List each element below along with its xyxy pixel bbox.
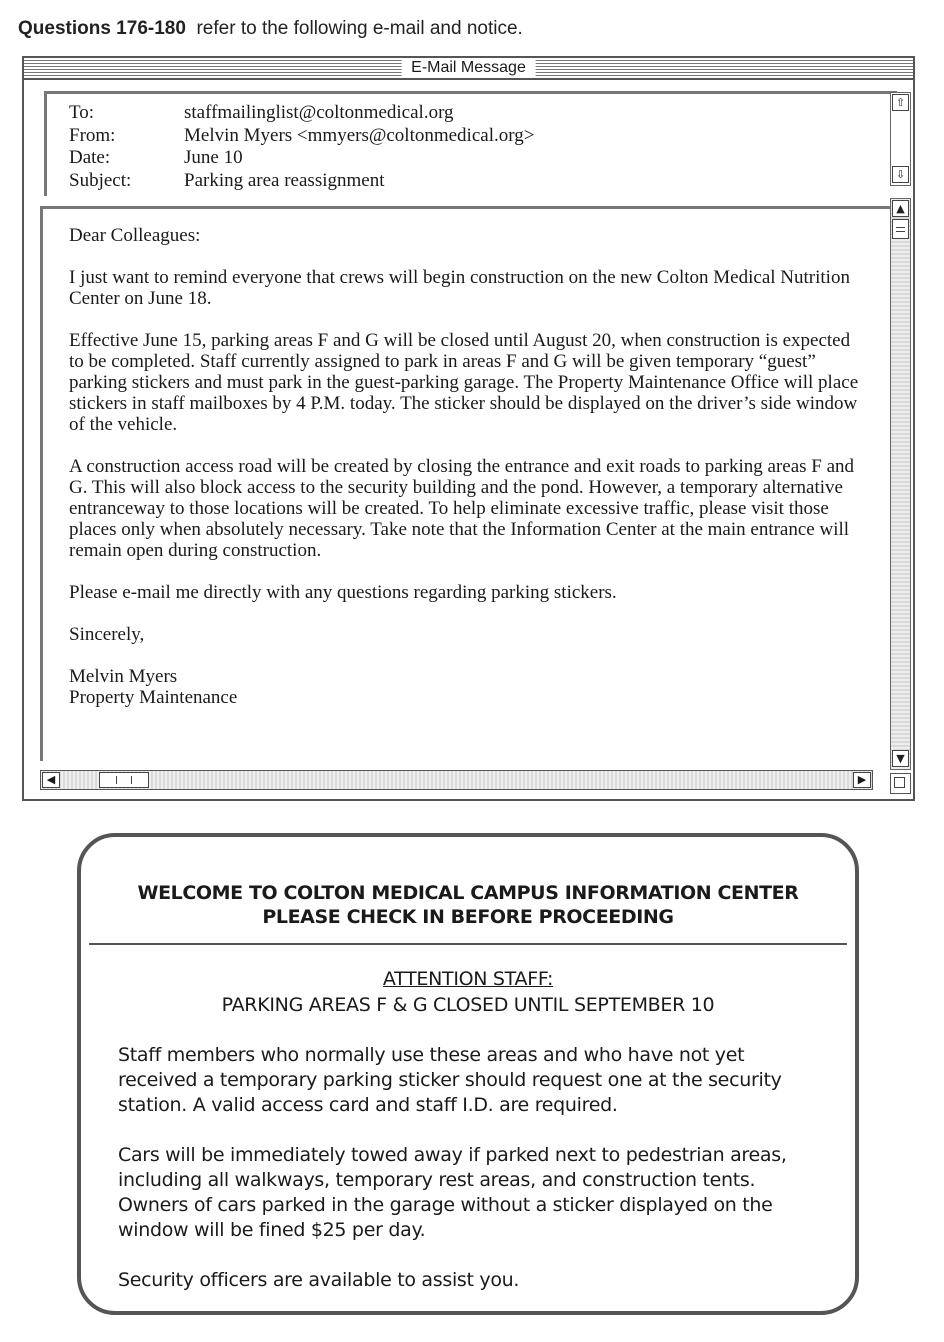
notice-attention-block — [81, 966, 855, 1018]
scroll-up-arrow-icon[interactable]: ▲ — [892, 200, 909, 217]
scroll-down-arrow-icon[interactable]: ⇩ — [892, 166, 909, 183]
email-greeting: Dear Colleagues: — [69, 225, 201, 246]
to-label: To: — [69, 102, 95, 123]
date-label: Date: — [69, 147, 111, 168]
from-value: Melvin Myers <mmyers@coltonmedical.org> — [184, 124, 535, 146]
email-date-row — [69, 147, 534, 170]
email-body — [69, 225, 859, 708]
body-scrollbar[interactable] — [890, 198, 911, 770]
notice-divider — [89, 943, 847, 945]
resize-grip-icon[interactable] — [890, 773, 911, 794]
notice-paragraph: Security officers are available to assist you. — [118, 1269, 520, 1291]
email-header-pane — [44, 91, 897, 196]
attention-label: ATTENTION STAFF: — [382, 968, 554, 990]
horizontal-scrollbar[interactable] — [40, 770, 873, 790]
email-header-fields — [69, 102, 534, 192]
notice-heading — [81, 881, 855, 929]
to-value: staffmailinglist@coltonmedical.org — [184, 102, 454, 123]
scroll-left-arrow-icon[interactable]: ◀ — [42, 772, 60, 788]
email-body-pane — [40, 206, 891, 761]
email-paragraph: Effective June 15, parking areas F and G will be closed until August 20, when construction is expected to be completed. Staff currently assigned to park in areas F and G will be given temporary “guest” parking stickers and must park in the guest-parking garage. The Property Maintenance Office will place stickers in staff mailboxes by 4 P.M. today. The sticker should be displayed on the driver’s side window of the vehicle. — [69, 330, 859, 435]
horizontal-scroll-thumb[interactable] — [99, 772, 149, 788]
email-paragraph: Please e-mail me directly with any questions regarding parking stickers. — [69, 582, 617, 603]
scroll-thumb[interactable] — [892, 219, 909, 239]
email-from-row — [69, 125, 534, 148]
scroll-down-arrow-icon[interactable]: ▼ — [892, 750, 909, 767]
email-subject-row — [69, 170, 534, 193]
date-value: June 10 — [184, 147, 243, 168]
email-paragraph: I just want to remind everyone that crews will begin construction on the new Colton Medical Nutrition Center on June 18. — [69, 267, 850, 309]
notice-paragraph: Cars will be immediately towed away if parked next to pedestrian areas, including all walkways, temporary rest areas, and construction tents. Owners of cars parked in the garage without a sticker displayed on the window will be fined $25 per day. — [118, 1144, 787, 1241]
information-center-notice — [77, 833, 859, 1315]
notice-heading-line2: PLEASE CHECK IN BEFORE PROCEEDING — [262, 906, 674, 928]
header-scrollbar[interactable] — [890, 92, 911, 186]
signature-title: Property Maintenance — [69, 687, 238, 708]
scroll-right-arrow-icon[interactable]: ▶ — [853, 772, 871, 788]
subject-value: Parking area reassignment — [184, 169, 385, 191]
window-title: E-Mail Message — [401, 59, 536, 77]
from-label: From: — [69, 124, 116, 146]
notice-paragraph: Staff members who normally use these areas and who have not yet received a temporary parking sticker should request one at the security station. A valid access card and staff I.D. are required. — [118, 1044, 782, 1116]
email-closing: Sincerely, — [69, 624, 145, 645]
closure-line: PARKING AREAS F & G CLOSED UNTIL SEPTEMBER 10 — [221, 994, 715, 1016]
subject-label: Subject: — [69, 169, 132, 191]
signature-name: Melvin Myers — [69, 666, 178, 687]
scroll-up-arrow-icon[interactable]: ⇧ — [892, 94, 909, 111]
notice-heading-line1: WELCOME TO COLTON MEDICAL CAMPUS INFORMATION CENTER — [137, 882, 799, 904]
window-titlebar[interactable] — [24, 58, 913, 80]
email-signature — [69, 666, 859, 708]
question-instruction: refer to the following e-mail and notice. — [196, 18, 523, 39]
notice-body — [118, 1043, 818, 1318]
email-to-row — [69, 102, 534, 125]
email-window — [22, 56, 915, 801]
question-range: Questions 176-180 — [18, 18, 186, 39]
question-header — [18, 18, 523, 40]
email-paragraph: A construction access road will be created by closing the entrance and exit roads to parking areas F and G. This will also block access to the security building and the pond. However, a temporary alternative entranceway to those locations will be created. To help eliminate excessive traffic, please visit those places only when absolutely necessary. Take note that the Information Center at the main entrance will remain open during construction. — [69, 456, 855, 561]
